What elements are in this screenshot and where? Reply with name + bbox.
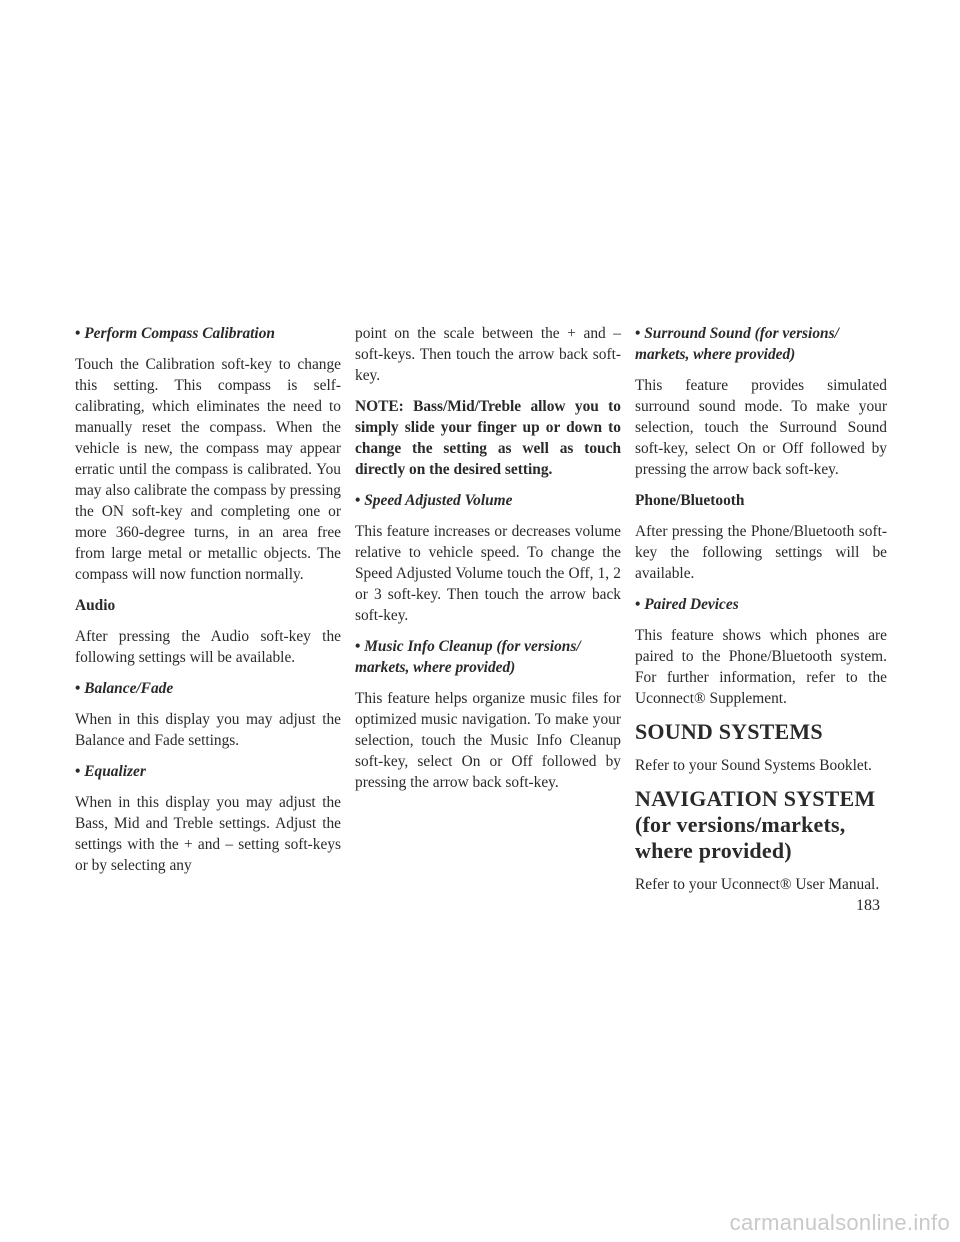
site-watermark: carmanualsonline.info <box>729 1210 950 1235</box>
bullet-speed-adjusted-volume: • Speed Adjusted Volume <box>355 490 621 511</box>
paragraph-surround-sound: This feature provides simulated surround sound mode. To make your selection, touch the Surround Sound soft-key, select On or Off followed by pressing the arrow back soft-key. <box>635 377 887 478</box>
section-title-sound-systems: SOUND SYSTEMS <box>635 719 823 744</box>
bullet-music-info-cleanup: • Music Info Cleanup (for versions/ markets, where provided) <box>355 636 621 678</box>
paragraph-equalizer-continued: point on the scale between the + and – soft-keys. Then touch the arrow back soft-key. <box>355 325 621 384</box>
paragraph-phone-bluetooth: After pressing the Phone/Bluetooth soft-key the following settings will be available. <box>635 523 887 582</box>
heading-phone-bluetooth: Phone/Bluetooth <box>635 492 745 509</box>
paragraph-audio-intro: After pressing the Audio soft-key the following settings will be available. <box>75 628 341 666</box>
bullet-equalizer: • Equalizer <box>75 761 341 782</box>
paragraph-sound-systems: Refer to your Sound Systems Booklet. <box>635 757 872 774</box>
paragraph-navigation-system: Refer to your Uconnect® User Manual. <box>635 876 880 893</box>
paragraph-compass-calibration: Touch the Calibration soft-key to change this setting. This compass is self-calibrating, which eliminates the need to manually reset the compass. When the vehicle is new, the compass may appear erratic until the compass is calibrated. You may also calibrate the compass by pressing the ON soft-key and completing one or more 360-degree turns, in an area free from large metal or metallic objects. The compass will now function normally. <box>75 356 341 583</box>
paragraph-balance-fade: When in this display you may adjust the Balance and Fade settings. <box>75 711 341 749</box>
section-title-navigation-system: NAVIGATION SYSTEM (for versions/markets, where provided) <box>635 786 876 863</box>
bullet-balance-fade: • Balance/Fade <box>75 678 341 699</box>
paragraph-speed-adjusted-volume: This feature increases or decreases volume relative to vehicle speed. To change the Speed Adjusted Volume touch the Off, 1, 2 or 3 soft-key. Then touch the arrow back soft-key. <box>355 523 621 624</box>
column-2 <box>355 323 621 803</box>
heading-audio: Audio <box>75 597 116 614</box>
column-3 <box>635 323 887 905</box>
page-number: 183 <box>856 897 880 914</box>
note-bass-mid-treble: NOTE: Bass/Mid/Treble allow you to simply slide your finger up or down to change the setting as well as touch directly on the desired setting. <box>355 398 621 478</box>
bullet-paired-devices: • Paired Devices <box>635 594 887 615</box>
paragraph-equalizer: When in this display you may adjust the Bass, Mid and Treble settings. Adjust the settings with the + and – setting soft-keys or by selecting any <box>75 794 341 874</box>
bullet-surround-sound: • Surround Sound (for versions/ markets, where provided) <box>635 323 887 365</box>
paragraph-paired-devices: This feature shows which phones are paired to the Phone/Bluetooth system. For further information, refer to the Uconnect® Supplement. <box>635 627 887 707</box>
paragraph-music-info-cleanup: This feature helps organize music files for optimized music navigation. To make your selection, touch the Music Info Cleanup soft-key, select On or Off followed by pressing the arrow back soft-key. <box>355 690 621 791</box>
bullet-perform-compass-calibration: • Perform Compass Calibration <box>75 323 341 344</box>
column-1 <box>75 323 341 886</box>
